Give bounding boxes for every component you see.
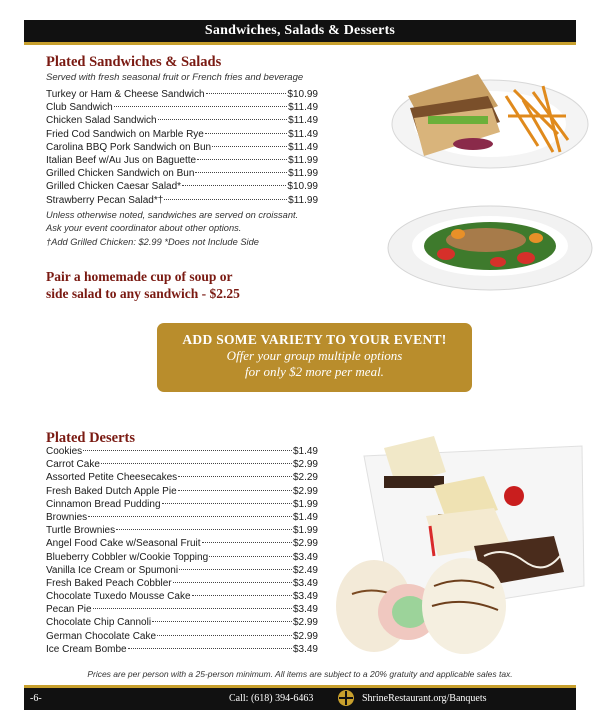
menu-item <box>46 616 318 629</box>
soup-offer <box>46 268 240 302</box>
menu-item-name: Turkey or Ham & Cheese Sandwich <box>46 89 205 100</box>
menu-item <box>46 88 318 101</box>
menu-item <box>46 551 318 564</box>
dot-leader <box>164 199 287 200</box>
menu-item <box>46 577 318 590</box>
menu-item-price: $11.49 <box>288 102 318 114</box>
menu-item-price: $11.49 <box>288 128 318 140</box>
menu-item-name: Brownies <box>46 511 88 523</box>
menu-item-price: $1.99 <box>292 498 318 510</box>
dot-leader <box>195 172 287 173</box>
menu-item-name: Carolina BBQ Pork Sandwich on Bun <box>46 141 212 153</box>
header-bar <box>24 20 576 45</box>
menu-item-name: Pecan Pie <box>46 604 92 616</box>
menu-item-name: German Chocolate Cake <box>46 630 157 642</box>
menu-item <box>46 445 318 458</box>
dot-leader <box>158 119 288 120</box>
menu-item-name: Assorted Petite Cheesecakes <box>46 472 178 484</box>
menu-item <box>46 154 318 167</box>
menu-item-price: $11.99 <box>288 168 318 180</box>
soup-offer-line2: side salad to any sandwich - $2.25 <box>46 286 240 301</box>
dot-leader <box>206 93 287 94</box>
menu-item-price: $11.49 <box>288 115 318 127</box>
dot-leader <box>157 635 292 636</box>
pricing-footnote: Prices are per person with a 25-person minimum. All items are subject to a 20% gratuity and applicable sales tax. <box>87 669 513 679</box>
sandwiches-subheading: Served with fresh seasonal fruit or French fries and beverage <box>46 72 304 83</box>
menu-item-name: Grilled Chicken Caesar Salad* <box>46 181 182 193</box>
dot-leader <box>162 503 292 504</box>
menu-item <box>46 511 318 524</box>
menu-item <box>46 141 318 154</box>
desserts-heading: Plated Deserts <box>46 430 135 446</box>
dot-leader <box>128 648 292 649</box>
menu-item-name: Carrot Cake <box>46 459 100 471</box>
menu-item-name: Italian Beef w/Au Jus on Baguette <box>46 154 197 166</box>
menu-item <box>46 643 318 656</box>
menu-item-price: $1.99 <box>292 525 318 537</box>
menu-item-name: Cinnamon Bread Pudding <box>46 498 161 510</box>
menu-item <box>46 101 318 114</box>
menu-item-price: $11.99 <box>288 154 318 166</box>
menu-item-name: Ice Cream Bombe <box>46 643 127 655</box>
menu-item <box>46 471 318 484</box>
menu-item-name: Chocolate Chip Cannoli <box>46 617 152 629</box>
page-title: Sandwiches, Salads & Desserts <box>204 23 396 38</box>
menu-item <box>46 603 318 616</box>
menu-item <box>46 498 318 511</box>
dot-leader <box>152 621 292 622</box>
menu-item-name: Chicken Salad Sandwich <box>46 115 157 127</box>
menu-item-price: $2.99 <box>292 617 318 629</box>
menu-item <box>46 128 318 141</box>
menu-item <box>46 114 318 127</box>
dot-leader <box>202 542 292 543</box>
menu-item-name: Cookies <box>46 446 83 457</box>
dot-leader <box>179 569 292 570</box>
menu-item-price: $3.49 <box>292 604 318 616</box>
menu-item-price: $11.49 <box>288 141 318 153</box>
phone-number: Call: (618) 394-6463 <box>229 693 314 704</box>
menu-item <box>46 194 318 207</box>
dot-leader <box>192 595 292 596</box>
dot-leader <box>88 516 292 517</box>
dot-leader <box>101 463 292 464</box>
menu-item-price: $10.99 <box>287 181 318 193</box>
menu-item <box>46 630 318 643</box>
menu-item-price: $2.49 <box>292 564 318 576</box>
menu-item <box>46 458 318 471</box>
promo-title: ADD SOME VARIETY TO YOUR EVENT! <box>182 332 447 347</box>
menu-item <box>46 590 318 603</box>
menu-item-name: Angel Food Cake w/Seasonal Fruit <box>46 538 201 550</box>
menu-item <box>46 524 318 537</box>
menu-item-name: Blueberry Cobbler w/Cookie Topping <box>46 551 209 563</box>
menu-item-name: Vanilla Ice Cream or Spumoni <box>46 564 179 576</box>
dessert-menu-list <box>46 445 318 656</box>
menu-item <box>46 167 318 180</box>
menu-item-price: $3.49 <box>292 551 318 563</box>
dot-leader <box>197 159 287 160</box>
dot-leader <box>182 185 286 186</box>
menu-item-name: Fresh Baked Peach Cobbler <box>46 577 172 589</box>
menu-item <box>46 537 318 550</box>
promo-line1: Offer your group multiple options <box>226 348 403 363</box>
dot-leader <box>173 582 292 583</box>
menu-item-name: Fried Cod Sandwich on Marble Rye <box>46 128 204 140</box>
menu-item-name: Fresh Baked Dutch Apple Pie <box>46 485 177 497</box>
soup-offer-line1: Pair a homemade cup of soup or <box>46 269 233 284</box>
menu-item <box>46 564 318 577</box>
menu-item-price: $3.49 <box>292 591 318 603</box>
dot-leader <box>205 133 287 134</box>
promo-banner <box>157 323 472 392</box>
menu-item-price: $2.99 <box>292 485 318 497</box>
menu-item-price: $1.49 <box>292 511 318 523</box>
menu-item-price: $3.49 <box>292 643 318 655</box>
note-coordinator: Ask your event coordinator about other options. <box>46 222 242 233</box>
shrine-logo-icon <box>338 690 354 706</box>
sandwich-photo <box>388 56 593 171</box>
menu-item-price: $10.99 <box>287 89 318 100</box>
menu-item-price: $2.99 <box>292 538 318 550</box>
sandwich-menu-list <box>46 88 318 207</box>
menu-item-name: Grilled Chicken Sandwich on Bun <box>46 168 195 180</box>
menu-item-name: Strawberry Pecan Salad*† <box>46 194 164 206</box>
dot-leader <box>116 529 292 530</box>
menu-item-price: $1.49 <box>292 446 318 457</box>
page-number: -6- <box>30 693 42 704</box>
note-add-chicken: †Add Grilled Chicken: $2.99 *Does not Include Side <box>46 237 259 247</box>
sandwiches-heading: Plated Sandwiches & Salads <box>46 54 222 70</box>
menu-item-name: Turtle Brownies <box>46 525 116 537</box>
dot-leader <box>83 450 292 451</box>
menu-item-name: Club Sandwich <box>46 102 113 114</box>
sandwich-notes <box>46 209 298 249</box>
menu-item-price: $11.99 <box>288 194 318 206</box>
menu-item <box>46 180 318 193</box>
dot-leader <box>212 146 287 147</box>
menu-item-price: $2.99 <box>292 630 318 642</box>
menu-item-price: $2.99 <box>292 459 318 471</box>
footer-bar <box>24 685 576 710</box>
salad-photo <box>386 200 594 292</box>
promo-line2: for only $2 more per meal. <box>245 364 384 379</box>
desserts-photo <box>334 416 590 660</box>
menu-item-price: $3.49 <box>292 577 318 589</box>
dot-leader <box>178 490 292 491</box>
website-link[interactable]: ShrineRestaurant.org/Banquets <box>362 693 487 704</box>
dot-leader <box>93 608 292 609</box>
dot-leader <box>209 556 292 557</box>
dot-leader <box>114 106 287 107</box>
menu-item <box>46 485 318 498</box>
menu-item-price: $2.29 <box>292 472 318 484</box>
menu-item-name: Chocolate Tuxedo Mousse Cake <box>46 591 191 603</box>
dot-leader <box>178 476 292 477</box>
note-croissant: Unless otherwise noted, sandwiches are served on croissant. <box>46 210 299 220</box>
